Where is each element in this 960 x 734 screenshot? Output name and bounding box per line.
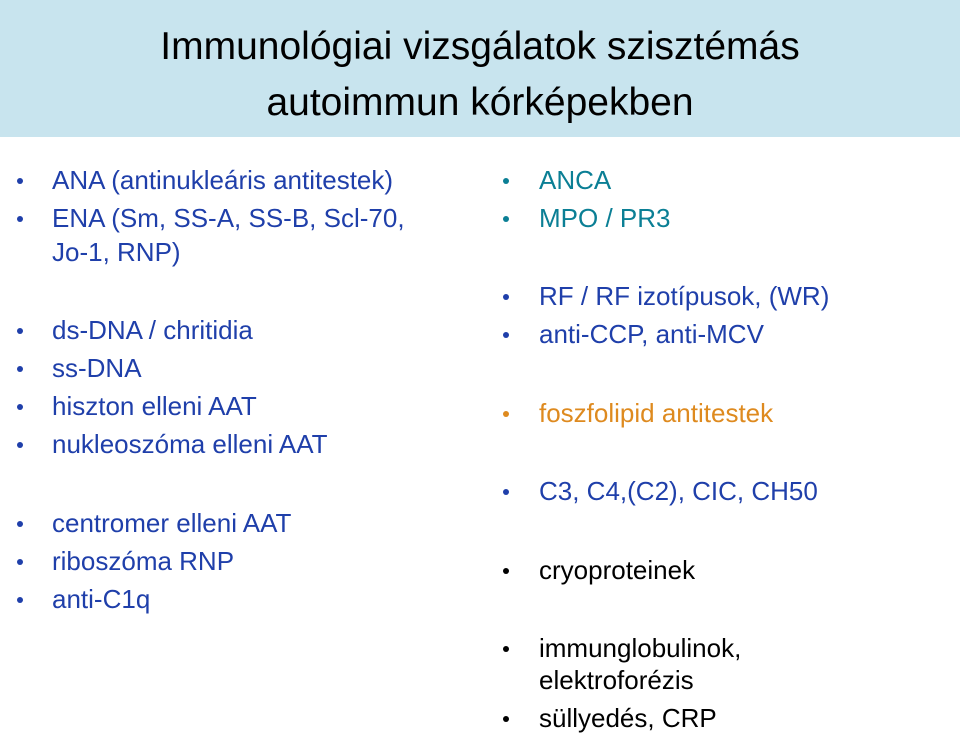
list-item-nukleoszoma: nukleoszóma elleni AAT <box>52 429 328 459</box>
slide-title-line-1: Immunológiai vizsgálatok szisztémás <box>160 25 800 68</box>
bullet <box>503 216 509 222</box>
bullet <box>17 597 23 603</box>
bullet <box>17 178 23 184</box>
list-item-ana: ANA (antinukleáris antitestek) <box>52 165 394 195</box>
bullet <box>503 568 509 574</box>
list-item-foszfolipid: foszfolipid antitestek <box>539 398 774 428</box>
bullet <box>503 646 509 652</box>
list-item-anti-ccp: anti-CCP, anti-MCV <box>539 319 764 349</box>
list-item-elektroforezis: elektroforézis <box>539 665 694 695</box>
list-item-ena: ENA (Sm, SS-A, SS-B, Scl-70, <box>52 203 405 233</box>
list-item-cryoproteinek: cryoproteinek <box>539 555 696 585</box>
list-item-centromer: centromer elleni AAT <box>52 508 292 538</box>
list-item-ena-continued: Jo-1, RNP) <box>52 237 181 267</box>
list-item-sullyedes: süllyedés, CRP <box>539 703 717 733</box>
list-item-hiszton: hiszton elleni AAT <box>52 391 257 421</box>
bullet <box>503 411 509 417</box>
bullet <box>503 294 509 300</box>
title-banner <box>0 0 960 137</box>
bullet <box>503 489 509 495</box>
bullet <box>17 521 23 527</box>
bullet <box>17 216 23 222</box>
bullet <box>17 328 23 334</box>
list-item-riboszoma: riboszóma RNP <box>52 546 235 576</box>
bullet <box>17 404 23 410</box>
list-item-anca: ANCA <box>539 165 612 195</box>
bullet <box>503 332 509 338</box>
bullet <box>503 178 509 184</box>
bullet <box>17 366 23 372</box>
bullet <box>17 442 23 448</box>
list-item-rf: RF / RF izotípusok, (WR) <box>539 281 830 311</box>
list-item-ds-dna: ds-DNA / chritidia <box>52 315 253 345</box>
list-item-anti-c1q: anti-C1q <box>52 584 151 614</box>
bullet <box>17 559 23 565</box>
list-item-complement: C3, C4,(C2), CIC, CH50 <box>539 476 818 506</box>
list-item-mpo-pr3: MPO / PR3 <box>539 203 671 233</box>
list-item-ss-dna: ss-DNA <box>52 353 142 383</box>
bullet <box>503 716 509 722</box>
list-item-immunglobulinok: immunglobulinok, <box>539 633 742 663</box>
slide-title-line-2: autoimmun kórképekben <box>266 81 694 124</box>
